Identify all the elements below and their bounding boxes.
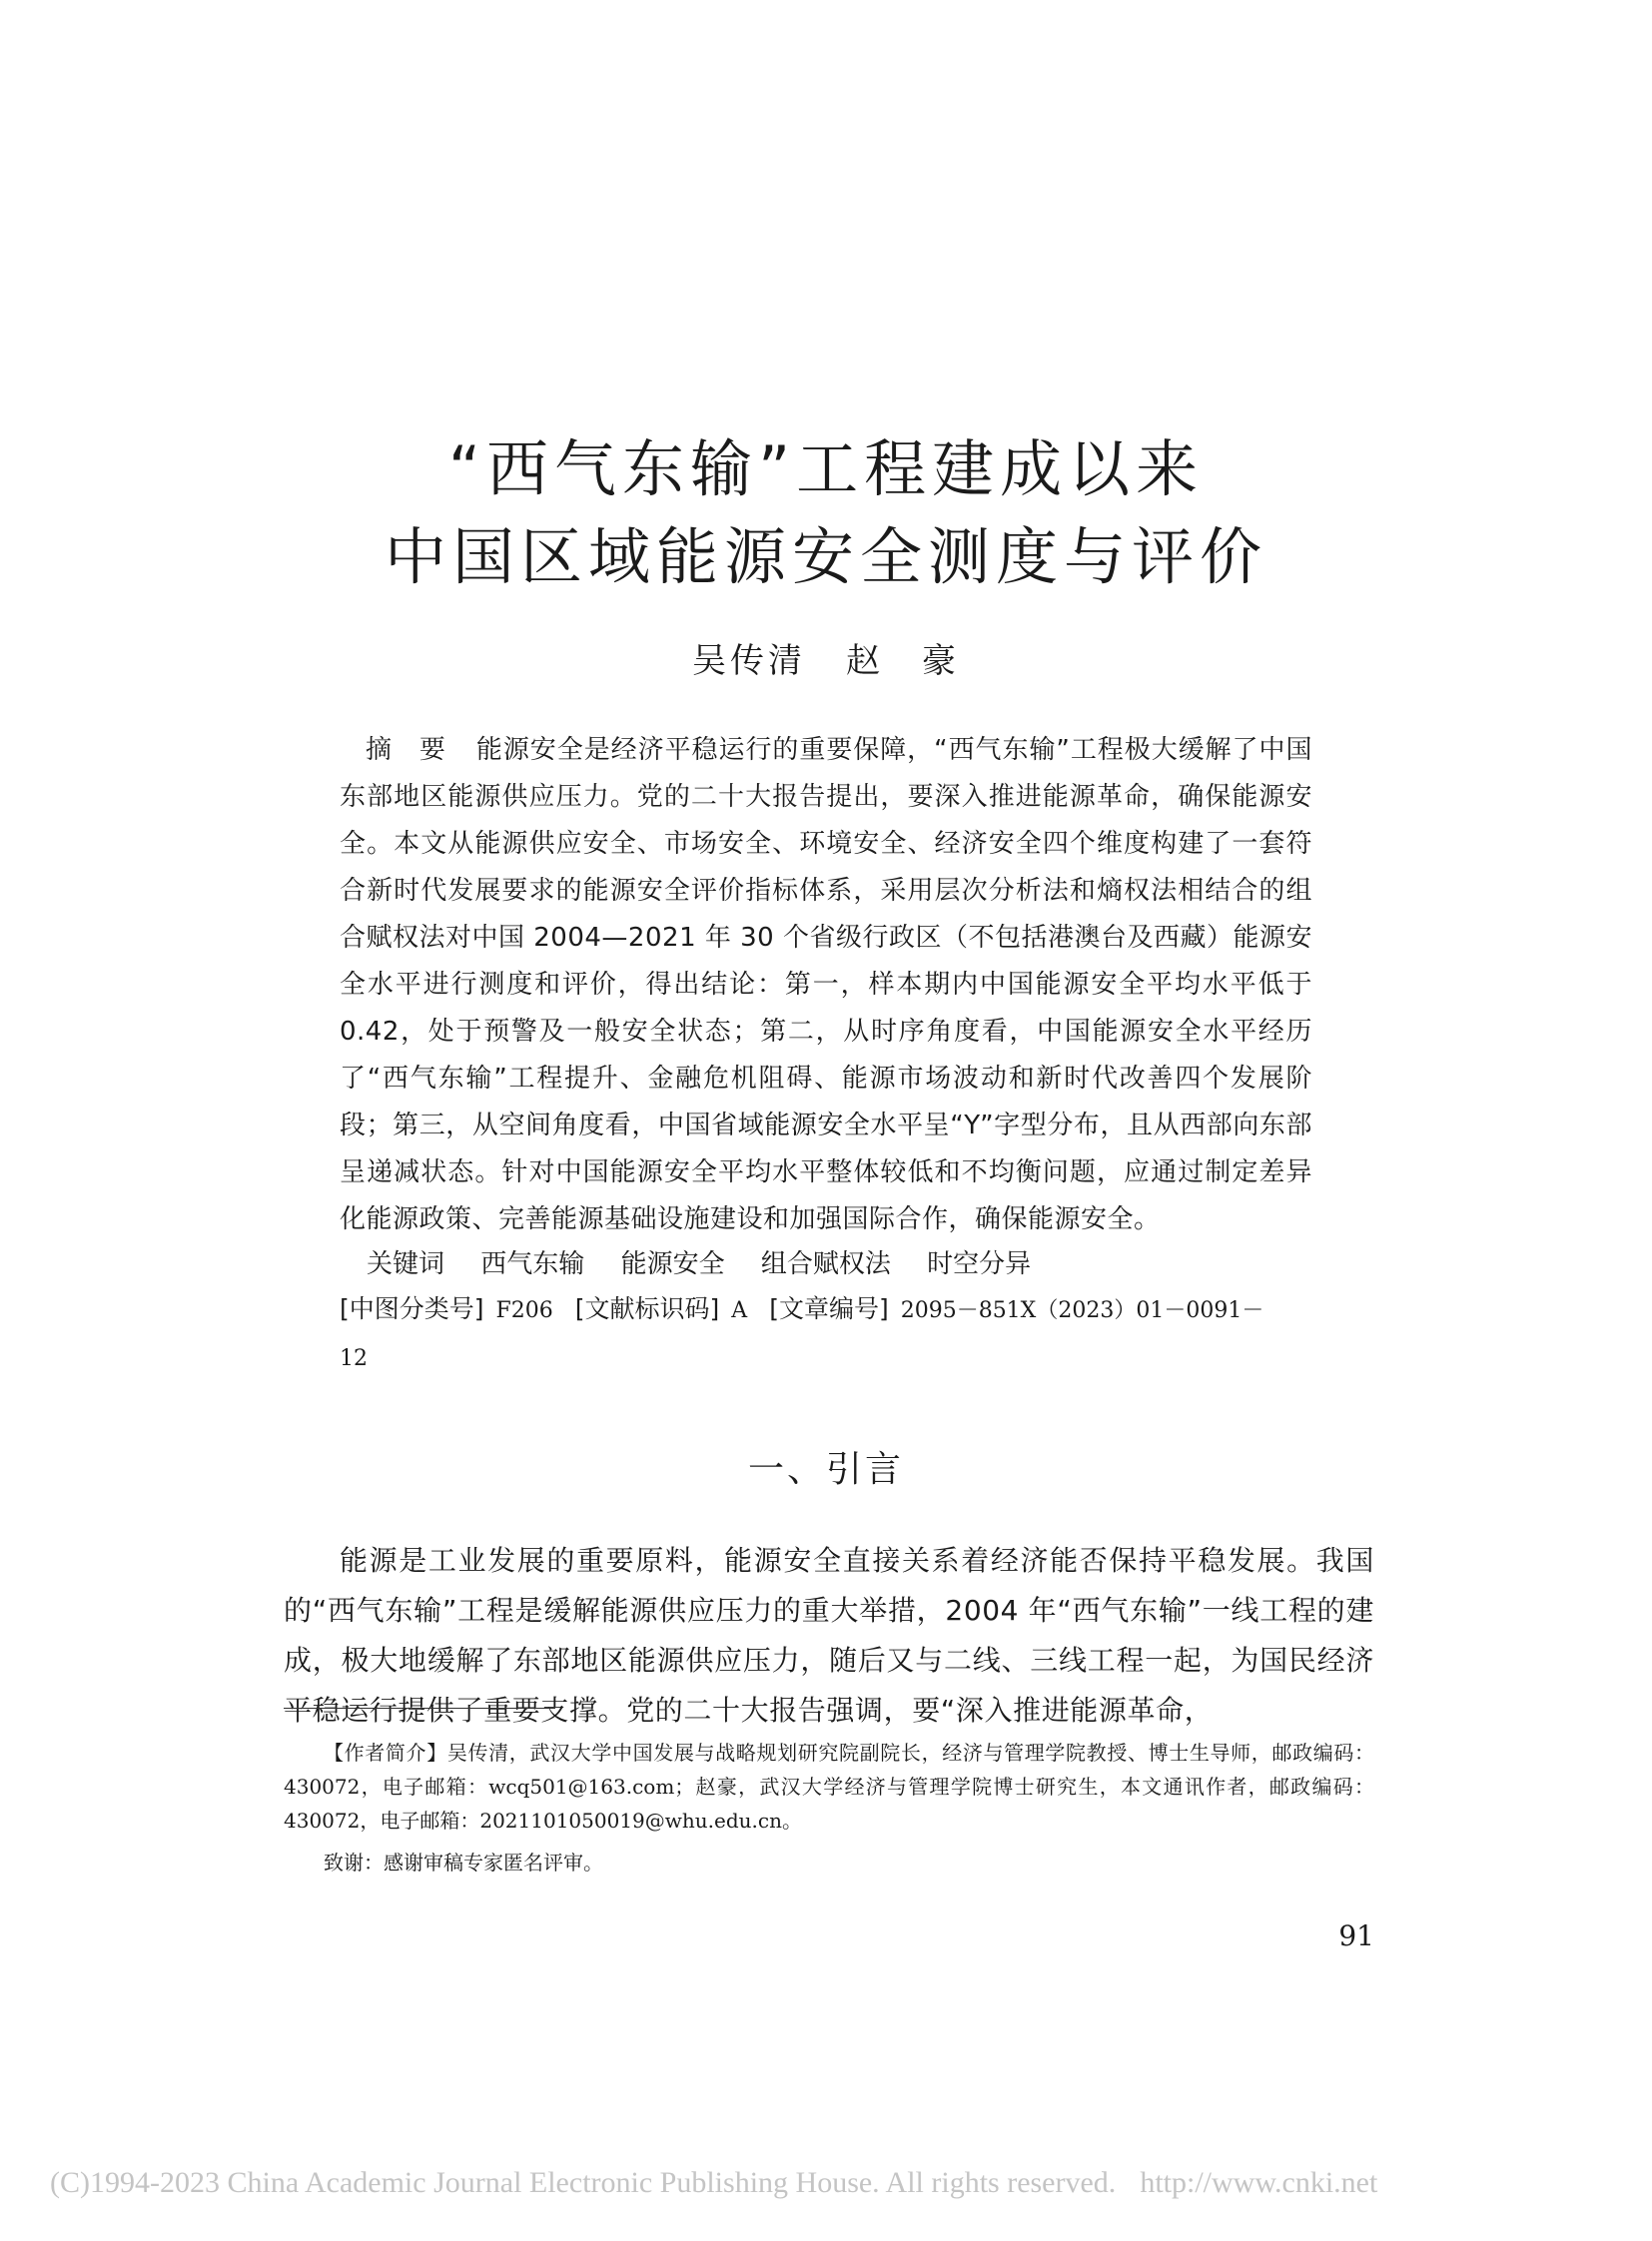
author-list	[0, 641, 1652, 681]
article-no-value: 2095－851X（2023）01－0091－12	[340, 1298, 1264, 1371]
abstract-label: 摘 要	[366, 735, 446, 765]
footnote-text: 吴传清，武汉大学中国发展与战略规划研究院副院长，经济与管理学院教授、博士生导师，邮政编码：430072，电子邮箱：wcq501@163.com；赵豪，武汉大学经济与管理学院博士研究生，本文通讯作者，邮政编码：430072，电子邮箱：2021101050019@whu.edu.cn。	[284, 1741, 1375, 1833]
watermark-url: http://www.cnki.net	[1140, 2166, 1378, 2199]
copyright-text: (C)1994-2023 China Academic Journal Electronic Publishing House. All rights reserved.	[50, 2166, 1117, 2199]
article-no-label: [文章编号]	[769, 1294, 889, 1323]
keyword: 能源安全	[620, 1249, 725, 1279]
author-name: 吴传清	[692, 641, 806, 681]
article-title-line-2: 中国区域能源安全测度与评价	[384, 520, 1267, 593]
author-name: 赵 豪	[846, 641, 960, 681]
footnote-divider	[284, 1708, 555, 1709]
keyword: 西气东输	[480, 1249, 585, 1279]
clc-value: F206	[495, 1298, 553, 1323]
keyword: 时空分异	[927, 1249, 1032, 1279]
abstract	[340, 727, 1312, 1243]
section-heading: 一、引言	[747, 1449, 904, 1490]
page-number: 91	[1338, 1919, 1374, 1952]
author-footnote	[284, 1736, 1374, 1838]
copyright-watermark	[50, 2165, 1377, 2201]
article-title-line-1: “西气东输”工程建成以来	[447, 432, 1205, 505]
footnote-label: 【作者简介】	[324, 1741, 447, 1765]
doc-code-value: A	[731, 1298, 748, 1323]
body-paragraph: 能源是工业发展的重要原料，能源安全直接关系着经济能否保持平稳发展。我国的“西气东输”工程是缓解能源供应压力的重大举措，2004 年“西气东输”一线工程的建成，极大地缓解了东部地区能源供应压力，随后又与二线、三线工程一起，为国民经济平稳运行提供了重要支撑。党的二十大报告强调，要“深入推进能源革命，	[284, 1544, 1374, 1727]
doc-code-label: [文献标识码]	[574, 1294, 720, 1323]
acknowledgement: 致谢：感谢审稿专家匿名评审。	[324, 1851, 603, 1874]
classification-codes	[340, 1286, 1312, 1382]
keywords-label: 关键词	[367, 1249, 445, 1279]
keywords	[367, 1246, 1059, 1282]
clc-label: [中图分类号]	[340, 1294, 484, 1323]
keyword: 组合赋权法	[760, 1249, 891, 1279]
abstract-text: 能源安全是经济平稳运行的重要保障，“西气东输”工程极大缓解了中国东部地区能源供应压力。党的二十大报告提出，要深入推进能源革命，确保能源安全。本文从能源供应安全、市场安全、环境安全、经济安全四个维度构建了一套符合新时代发展要求的能源安全评价指标体系，采用层次分析法和熵权法相结合的组合赋权法对中国 2004—2021 年 30 个省级行政区（不包括港澳台及西藏）能源安全水平进行测度和评价，得出结论：第一，样本期内中国能源安全平均水平低于 0.42，处于预警及一般安全状态；第二，从时序角度看，中国能源安全水平经历了“西气东输”工程提升、金融危机阻碍、能源市场波动和新时代改善四个发展阶段；第三，从空间角度看，中国省域能源安全水平呈“Y”字型分布，且从西部向东部呈递减状态。针对中国能源安全平均水平整体较低和不均衡问题，应通过制定差异化能源政策、完善能源基础设施建设和加强国际合作，确保能源安全。	[340, 735, 1312, 1234]
